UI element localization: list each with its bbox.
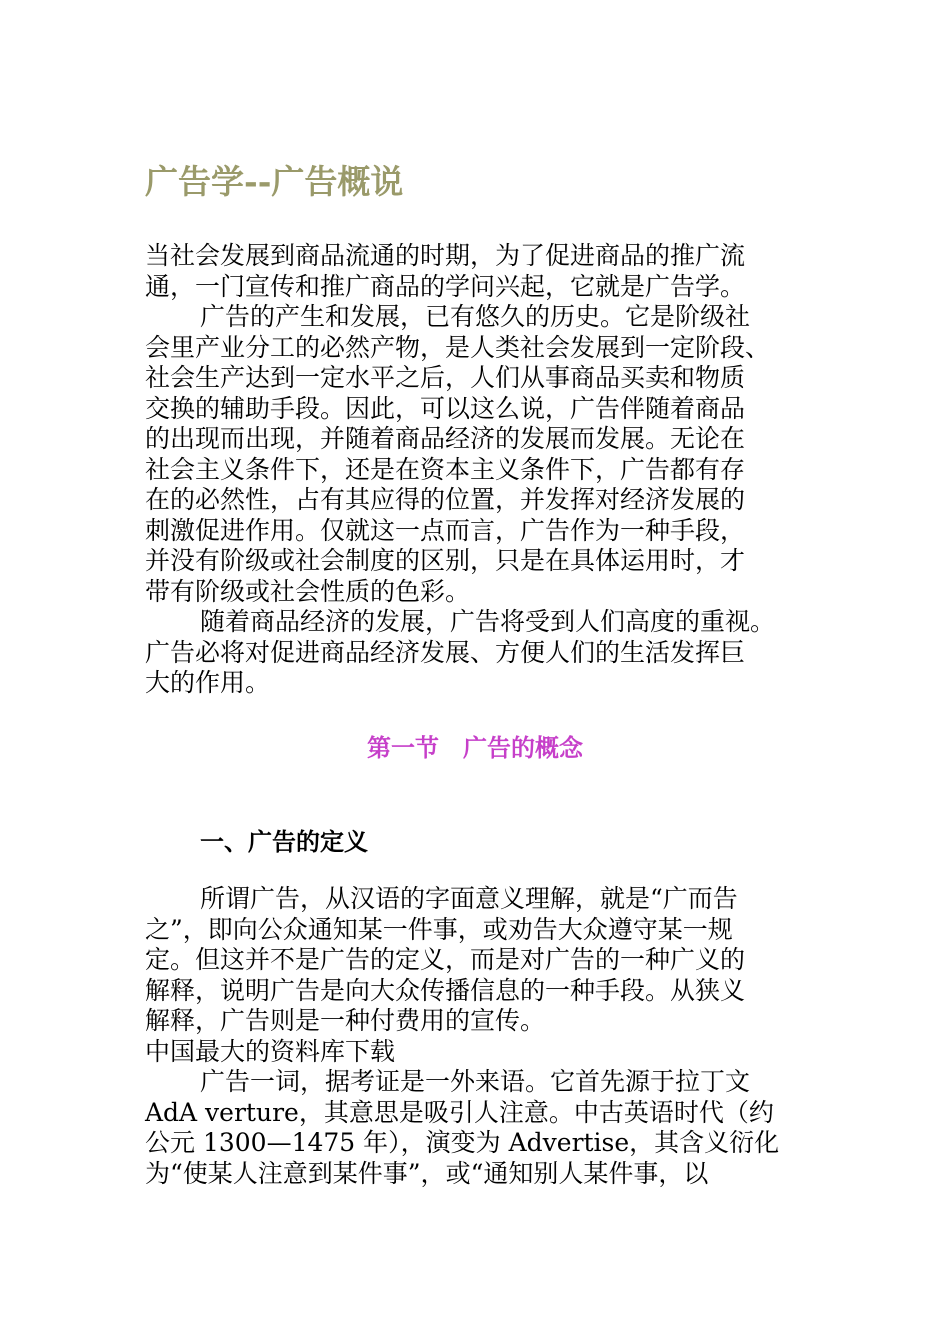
text-line: 定。但这并不是广告的定义，而是对广告的一种广义的 [145, 945, 746, 974]
text-line: 公元 1300—1475 年），演变为 Advertise，其含义衍化 [145, 1128, 780, 1157]
text-line: 中国最大的资料库下载 [145, 1036, 396, 1066]
intro-text [145, 241, 825, 699]
text-line: 在的必然性，占有其应得的位置，并发挥对经济发展的 [145, 485, 746, 514]
text-line: 所谓广告，从汉语的字面意义理解，就是“广而告 [200, 884, 738, 913]
text-line: 带有阶级或社会性质的色彩。 [145, 576, 471, 606]
text-line: 会里产业分工的必然产物，是人类社会发展到一定阶段、 [145, 332, 771, 362]
text-line: 交换的辅助手段。因此，可以这么说，广告伴随着商品 [145, 393, 746, 423]
text-line: 社会主义条件下，还是在资本主义条件下，广告都有存 [145, 454, 746, 484]
text-line: 之”，即向公众通知某一件事，或劝告大众遵守某一规 [145, 914, 733, 944]
text-line: 解释，说明广告是向大众传播信息的一种手段。从狭义 [145, 975, 746, 1005]
text-line: 广告必将对促进商品经济发展、方便人们的生活发挥巨 [145, 637, 746, 667]
text-line: AdA verture，其意思是吸引人注意。中古英语时代（约 [145, 1097, 774, 1127]
text-line: 广告一词，据考证是一外来语。它首先源于拉丁文 [200, 1067, 751, 1096]
section-heading: 第一节 广告的概念 [367, 733, 583, 762]
text-line: 为“使某人注意到某件事”，或“通知别人某件事，以 [145, 1158, 709, 1188]
text-line: 并没有阶级或社会制度的区别，只是在具体运用时，才 [145, 546, 746, 575]
sub-heading: 一、广告的定义 [200, 827, 368, 856]
text-line: 通，一门宣传和推广商品的学问兴起，它就是广告学。 [145, 271, 746, 301]
text-line: 的出现而出现，并随着商品经济的发展而发展。无论在 [145, 424, 746, 453]
definition-text [145, 884, 825, 1189]
text-line: 刺激促进作用。仅就这一点而言，广告作为一种手段， [145, 515, 746, 545]
text-line: 大的作用。 [145, 668, 271, 697]
text-line: 社会生产达到一定水平之后，人们从事商品买卖和物质 [145, 363, 746, 392]
text-line: 广告的产生和发展，已有悠久的历史。它是阶级社 [200, 302, 751, 331]
text-line: 当社会发展到商品流通的时期，为了促进商品的推广流 [145, 241, 746, 270]
document-title: 广告学--广告概说 [145, 162, 404, 201]
text-line: 解释，广告则是一种付费用的宣传。 [145, 1006, 546, 1035]
text-line: 随着商品经济的发展，广告将受到人们高度的重视。 [200, 607, 776, 636]
